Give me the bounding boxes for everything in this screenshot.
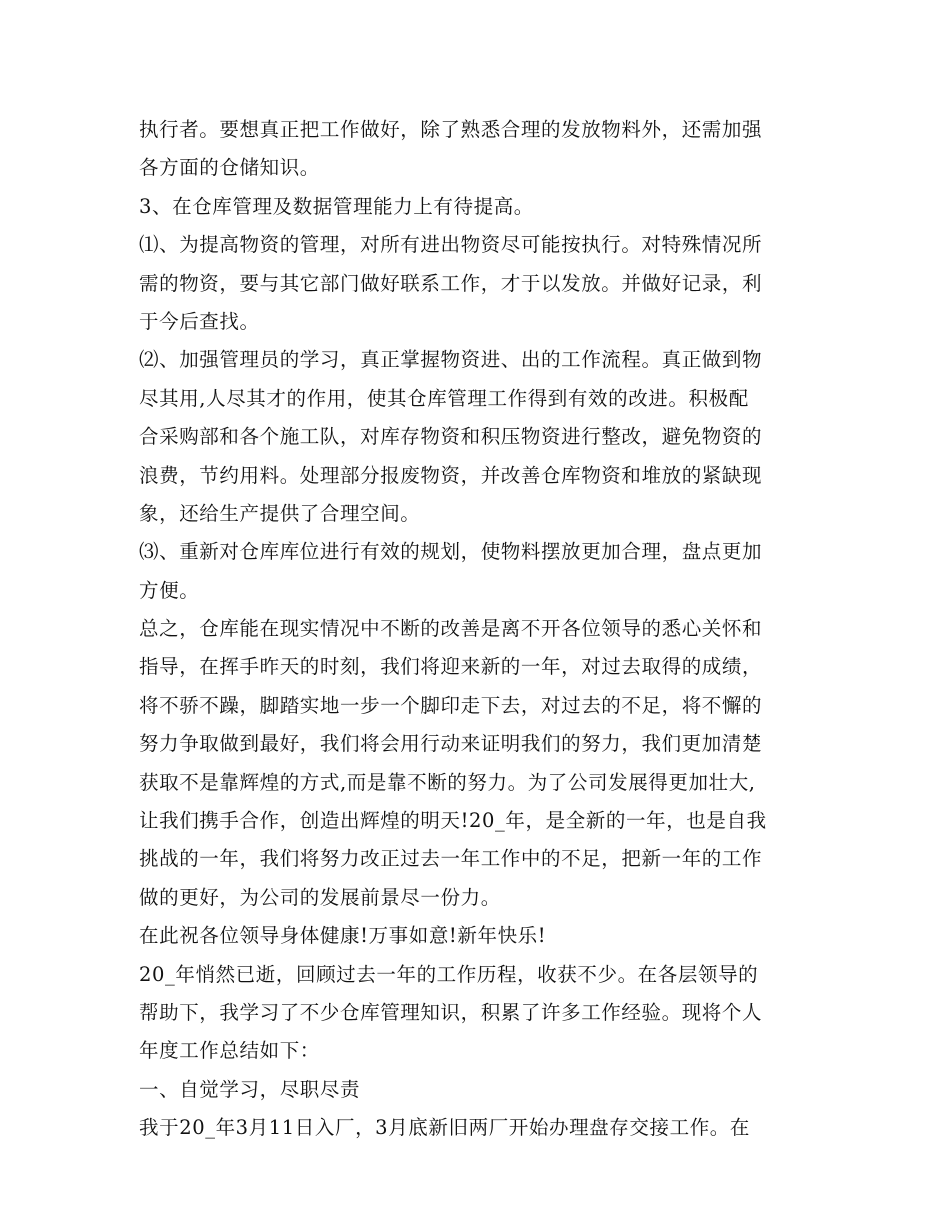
text-line: 在此祝各位领导身体健康!万事如意!新年快乐! — [139, 924, 547, 948]
text-line: 让我们携手合作，创造出辉煌的明天!20_年，是全新的一年，也是自我 — [139, 809, 767, 833]
text-line: 需的物资，要与其它部门做好联系工作，才于以发放。并做好记录，利 — [139, 271, 763, 295]
text-line: 指导，在挥手昨天的时刻，我们将迎来新的一年，对过去取得的成绩， — [139, 655, 763, 679]
text-line: 合采购部和各个施工队，对库存物资和积压物资进行整改，避免物资的 — [139, 425, 763, 449]
section-heading: 一、自觉学习，尽职尽责 — [139, 1077, 361, 1101]
document-body — [139, 111, 819, 1148]
text-line: 20_年悄然已逝，回顾过去一年的工作历程，收获不少。在各层领导的 — [139, 962, 759, 986]
text-line: 将不骄不躁，脚踏实地一步一个脚印走下去，对过去的不足，将不懈的 — [139, 693, 763, 717]
text-line: 各方面的仓储知识。 — [139, 156, 320, 180]
text-line: 象，还给生产提供了合理空间。 — [139, 501, 421, 525]
text-line: ⑵、加强管理员的学习，真正掌握物资进、出的工作流程。真正做到物 — [139, 348, 763, 372]
text-line: 执行者。要想真正把工作做好，除了熟悉合理的发放物料外，还需加强 — [139, 118, 763, 141]
text-line: 努力争取做到最好，我们将会用行动来证明我们的努力，我们更加清楚 — [139, 732, 763, 756]
section-heading: 3、在仓库管理及数据管理能力上有待提高。 — [139, 194, 534, 218]
text-line: 我于20_年3月11日入厂，3月底新旧两厂开始办理盘存交接工作。在 — [139, 1116, 750, 1140]
text-line: ⑴、为提高物资的管理，对所有进出物资尽可能按执行。对特殊情况所 — [139, 233, 763, 257]
text-line: 帮助下，我学习了不少仓库管理知识，积累了许多工作经验。现将个人 — [139, 1000, 763, 1024]
text-line: 做的更好，为公司的发展前景尽一份力。 — [139, 885, 501, 909]
text-line: 于今后查找。 — [139, 309, 260, 333]
text-line: 年度工作总结如下： — [139, 1039, 320, 1063]
text-line: 挑战的一年，我们将努力改正过去一年工作中的不足，把新一年的工作 — [139, 847, 763, 871]
text-line: 尽其用,人尽其才的作用，使其仓库管理工作得到有效的改进。积极配 — [139, 386, 749, 410]
text-line: ⑶、重新对仓库库位进行有效的规划，使物料摆放更加合理，盘点更加 — [139, 540, 763, 564]
text-line: 方便。 — [139, 578, 200, 602]
text-line: 浪费，节约用料。处理部分报废物资，并改善仓库物资和堆放的紧缺现 — [139, 463, 763, 487]
text-line: 总之，仓库能在现实情况中不断的改善是离不开各位领导的悉心关怀和 — [139, 617, 763, 641]
text-line: 获取不是靠辉煌的方式,而是靠不断的努力。为了公司发展得更加壮大, — [139, 770, 756, 794]
